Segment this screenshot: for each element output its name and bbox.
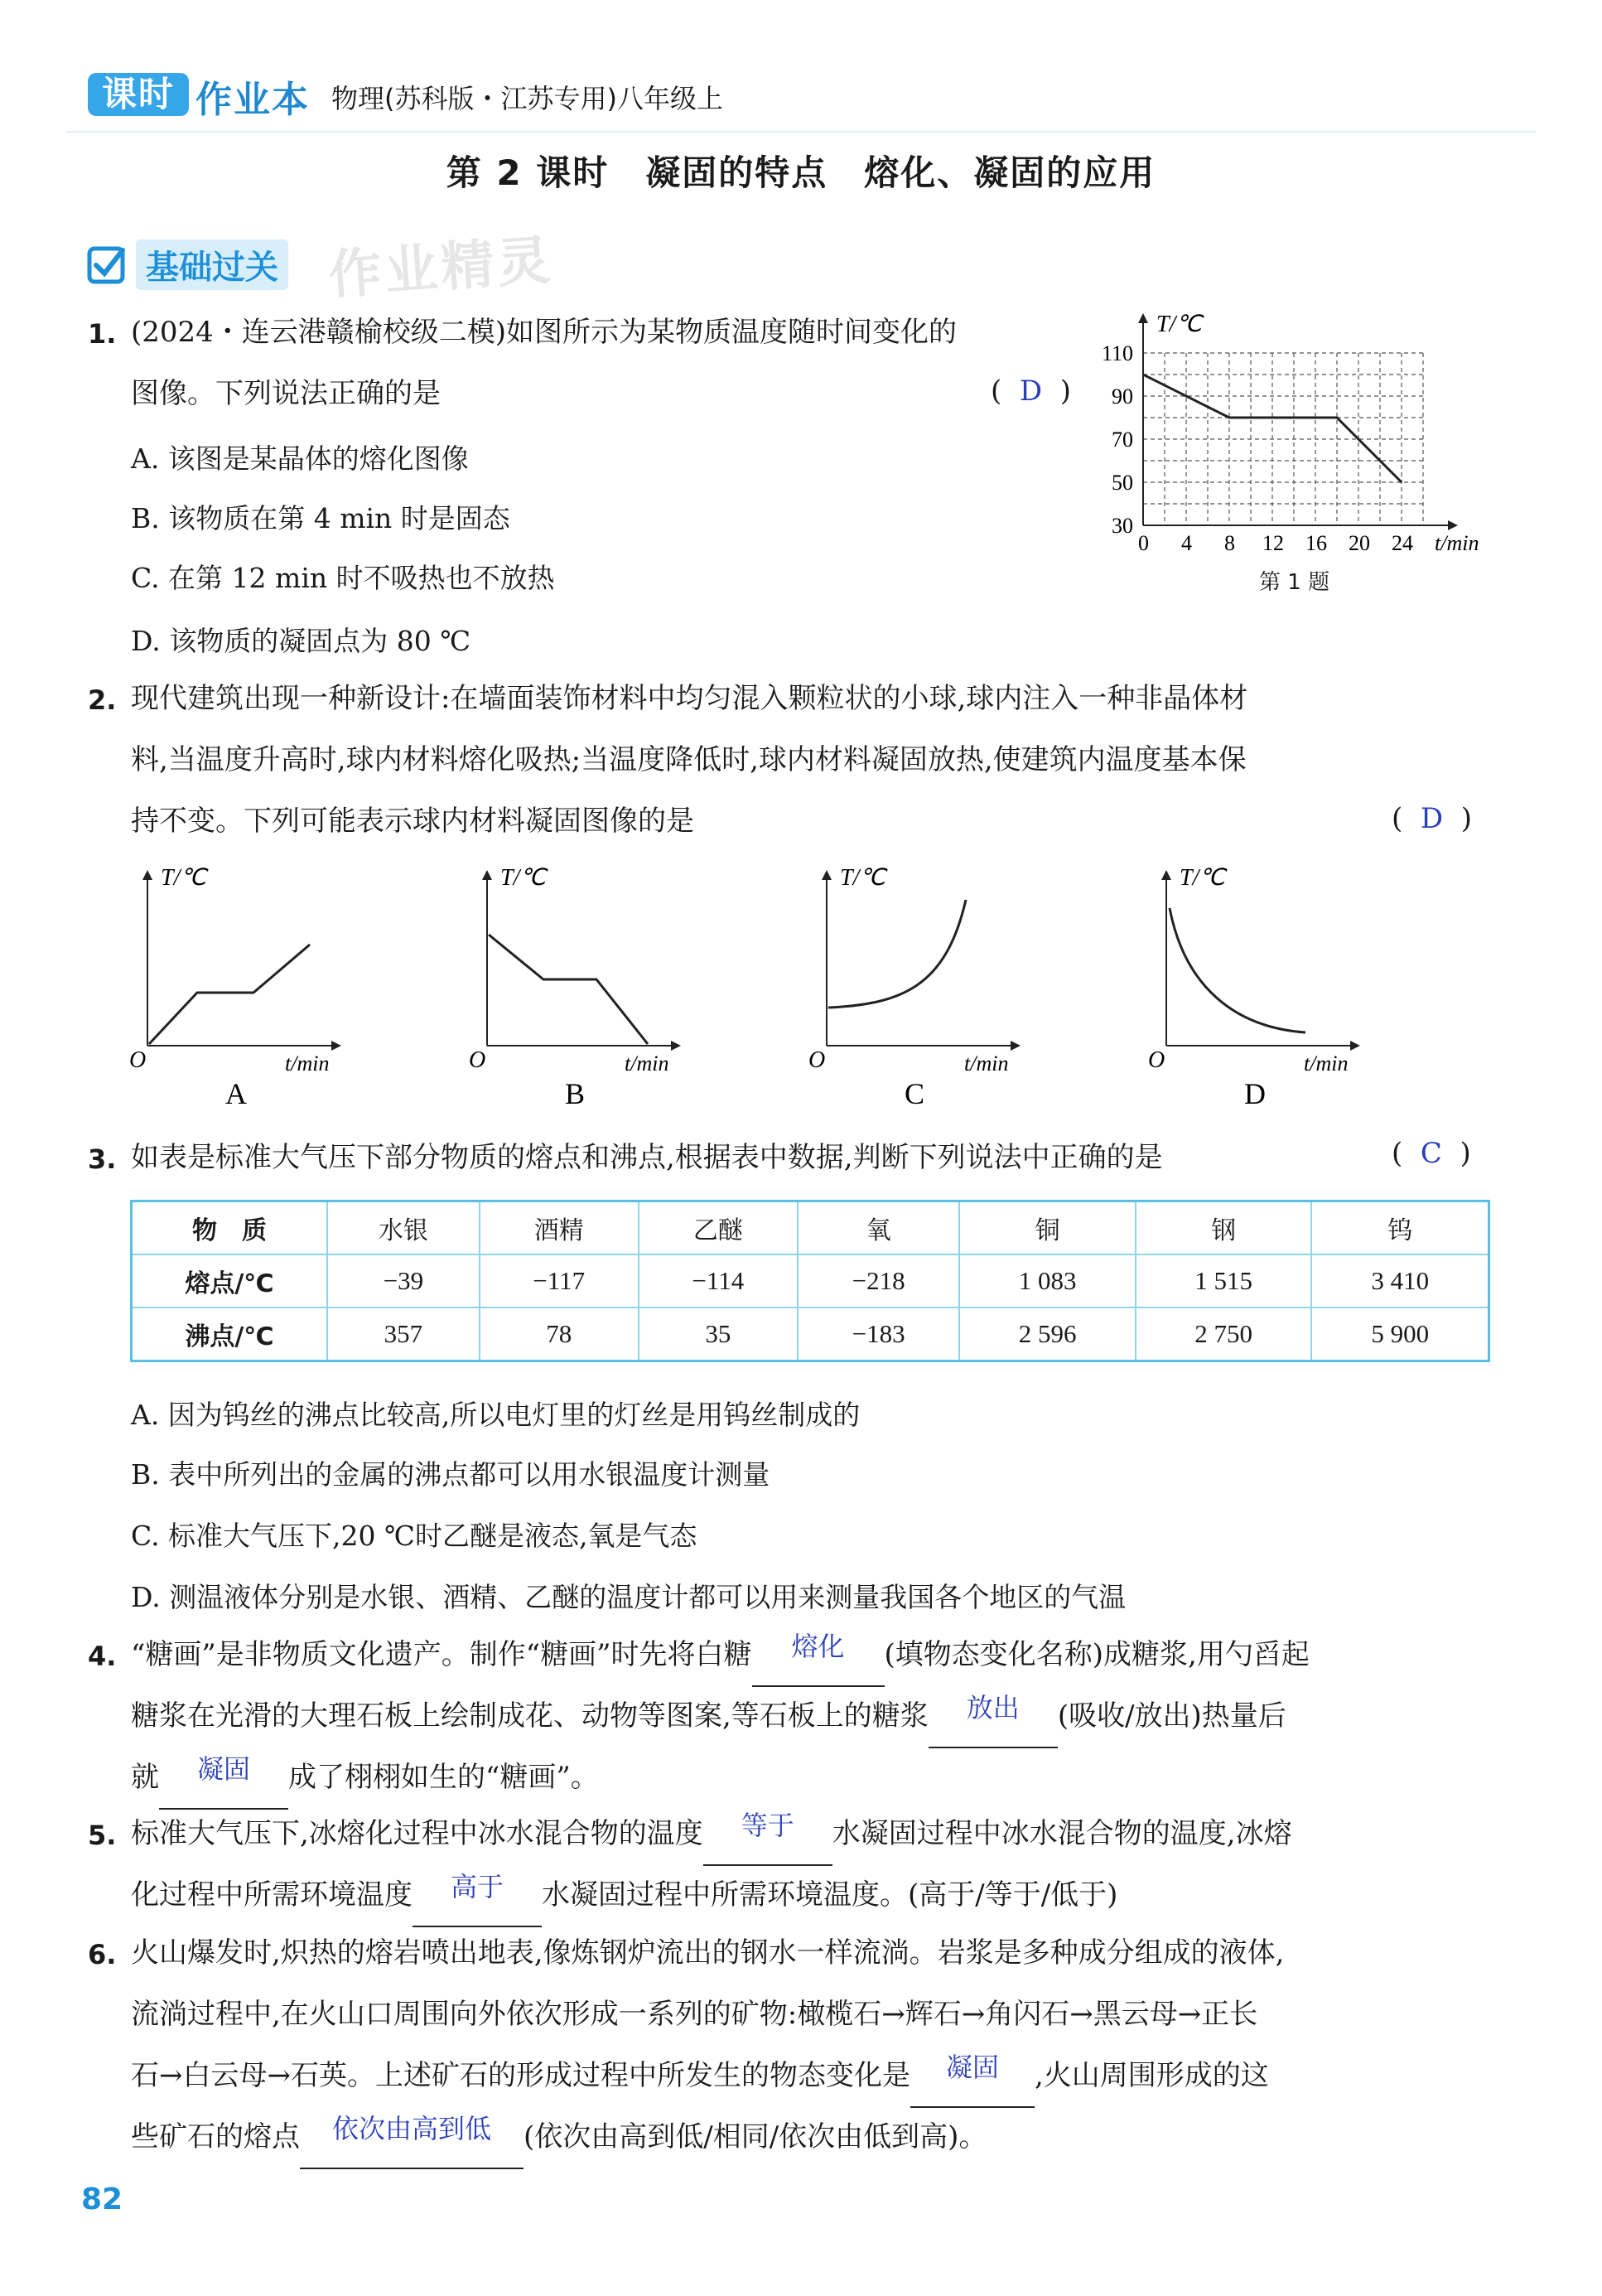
table-cell: −183 [798,1308,959,1361]
logo-suffix: 作业本 [195,79,310,121]
x-tick-label: 24 [1392,531,1413,555]
q3-number: 3. [88,1143,117,1175]
check-icon [86,244,128,285]
header-divider [66,131,1536,133]
page-number: 82 [81,2182,123,2216]
q4-blank-1[interactable]: 熔化 [752,1624,885,1687]
q6-line1: 火山爆发时,炽热的熔岩喷出地表,像炼钢炉流出的钢水一样流淌。岩浆是多种成分组成的液体, [131,1936,1285,1970]
x-tick-labels [1138,531,1413,555]
row-label: 沸点/℃ [132,1308,328,1361]
melting-boiling-point-table [130,1200,1490,1362]
y-tick-label: 110 [1102,341,1134,365]
q5-number: 5. [88,1820,117,1851]
q4-line2: 糖浆在光滑的大理石板上绘制成花、动物等图案,等石板上的糖浆 放出 (吸收/放出)热量后 [131,1685,1286,1748]
table-cell: 35 [639,1308,798,1361]
table-cell: −218 [798,1254,959,1308]
table-cell: −114 [639,1254,798,1308]
y-tick-label: 90 [1112,384,1133,408]
x-axis-arrow [1350,1041,1360,1051]
graph-label-b: B [565,1077,586,1110]
table-cell: 2 750 [1136,1308,1312,1361]
table-cell: 1 083 [959,1254,1136,1308]
y-axis-label: T/℃ [840,865,885,891]
curve [1170,908,1305,1032]
q4-blank-3[interactable]: 凝固 [159,1747,288,1810]
lesson-title: 第 2 课时 凝固的特点 熔化、凝固的应用 [446,152,1156,193]
q6-line2: 流淌过程中,在火山口周围向外依次形成一系列的矿物:橄榄石→辉石→角闪石→黑云母→正长 [131,1998,1258,2031]
x-axis-label: t/min [964,1051,1009,1075]
header-cell: 铜 [959,1201,1136,1255]
q1-option-c: C. 在第 12 min 时不吸热也不放热 [131,562,555,594]
header-cell: 钢 [1136,1201,1312,1255]
origin-label: O [469,1047,486,1073]
table-cell: 78 [480,1308,639,1361]
q4-line3: 就 凝固 成了栩栩如生的“糖画”。 [131,1747,599,1810]
q2-line2: 料,当温度升高时,球内材料熔化吸热;当温度降低时,球内材料凝固放热,使建筑内温度基本保 [131,743,1247,776]
q1-temperature-chart [1093,308,1508,557]
table-cell: −117 [480,1254,639,1308]
q5-line2: 化过程中所需环境温度 高于 水凝固过程中所需环境温度。(高于/等于/低于) [131,1864,1117,1927]
q5-blank-2[interactable]: 高于 [413,1864,542,1927]
x-tick-label: 0 [1138,531,1149,555]
section-badge [86,240,288,288]
graph-label-a: A [225,1077,247,1110]
header-cell: 乙醚 [639,1201,798,1255]
q1-answer: D [1019,375,1043,408]
y-axis-label: T/℃ [1180,865,1225,891]
q1-line1: (2024・连云港赣榆校级二模)如图所示为某物质温度随时间变化的 [131,316,958,349]
q2-line1: 现代建筑出现一种新设计:在墙面装饰材料中均匀混入颗粒状的小球,球内注入一种非晶体材 [131,682,1248,715]
q3-text: 如表是标准大气压下部分物质的熔点和沸点,根据表中数据,判断下列说法中正确的是 [131,1141,1163,1174]
x-tick-label: 4 [1181,531,1192,555]
logo: 课时 [88,73,189,116]
y-axis-arrow [822,870,832,880]
q3-option-c: C. 标准大气压下,20 ℃时乙醚是液态,氧是气态 [131,1520,697,1552]
q2-number: 2. [88,684,117,716]
y-axis-label: T/℃ [1156,312,1202,337]
curve [489,935,648,1044]
table-cell: 1 515 [1136,1254,1312,1308]
origin-label: O [129,1047,147,1073]
q2-graph-options [124,862,1566,1119]
q4-line1: “糖画”是非物质文化遗产。制作“糖画”时先将白糖 熔化 (填物态变化名称)成糖浆,用勺舀起 [131,1624,1310,1687]
q1-line2: 图像。下列说法正确的是 [131,377,441,410]
x-axis-label: t/min [625,1051,669,1075]
origin-label: O [1148,1047,1165,1073]
q1-number: 1. [88,318,117,350]
q2-graph-a [129,865,341,1110]
watermark: 作业精灵 [326,230,556,307]
x-axis-label: t/min [1435,531,1479,555]
header-cell: 氧 [798,1201,959,1255]
q5-blank-1[interactable]: 等于 [703,1803,832,1866]
q2-answer-bracket: ( D ) [1392,802,1473,835]
q4-blank-2[interactable]: 放出 [929,1685,1058,1748]
q1-option-d: D. 该物质的凝固点为 80 ℃ [131,625,471,657]
graph-label-d: D [1244,1077,1266,1110]
q2-answer: D [1420,802,1444,835]
table-cell: 5 900 [1311,1308,1489,1361]
y-axis-arrow [482,870,492,880]
table-row [132,1308,1489,1361]
table-cell: 2 596 [959,1308,1136,1361]
graph-label-c: C [905,1077,925,1110]
q2-graph-d [1148,865,1360,1110]
table-header-row [132,1201,1489,1255]
y-axis-label: T/℃ [500,865,546,891]
table-row [132,1254,1489,1308]
y-tick-label: 70 [1112,428,1133,452]
header-cell: 钨 [1311,1201,1489,1255]
curve [828,900,966,1008]
q6-line3: 石→白云母→石英。上述矿石的形成过程中所发生的物态变化是 凝固 ,火山周围形成的这 [131,2045,1269,2108]
y-axis-label: T/℃ [161,865,206,891]
row-label: 熔点/℃ [132,1254,328,1308]
q1-answer-bracket: ( D ) [991,375,1072,408]
q3-option-a: A. 因为钨丝的沸点比较高,所以电灯里的灯丝是用钨丝制成的 [131,1399,861,1431]
x-tick-label: 20 [1349,531,1370,555]
y-axis-arrow [142,870,152,880]
q2-graph-b [469,865,681,1110]
q3-option-b: B. 表中所列出的金属的沸点都可以用水银温度计测量 [131,1458,770,1491]
x-axis-arrow [671,1041,681,1051]
x-tick-label: 16 [1305,531,1327,555]
q1-figure-caption: 第 1 题 [1259,570,1330,595]
q6-blank-1[interactable]: 凝固 [910,2045,1035,2108]
header-cell: 水银 [327,1201,480,1255]
y-axis-arrow [1161,870,1171,880]
q1-option-b: B. 该物质在第 4 min 时是固态 [131,502,510,534]
x-tick-label: 12 [1262,531,1284,555]
q6-line4: 些矿石的熔点 依次由高到低 (依次由高到低/相同/依次由低到高)。 [131,2106,987,2169]
x-axis-label: t/min [285,1051,330,1075]
table-cell: −39 [327,1254,480,1308]
x-axis-arrow [331,1041,341,1051]
x-tick-label: 8 [1224,531,1235,555]
q3-option-d: D. 测温液体分别是水银、酒精、乙醚的温度计都可以用来测量我国各个地区的气温 [131,1581,1127,1613]
chart-grid [1143,353,1423,525]
section-label: 基础过关 [136,239,288,290]
q2-graph-c [808,865,1021,1110]
y-axis-arrow [1138,313,1148,323]
x-axis-label: t/min [1304,1051,1349,1075]
x-axis-arrow [1448,520,1458,530]
q1-option-a: A. 该图是某晶体的熔化图像 [131,442,469,475]
q5-line1: 标准大气压下,冰熔化过程中冰水混合物的温度 等于 水凝固过程中冰水混合物的温度,冰熔 [131,1803,1292,1866]
table-cell: 357 [327,1308,480,1361]
q6-blank-2[interactable]: 依次由高到低 [300,2106,524,2169]
origin-label: O [808,1047,826,1073]
curve [149,945,310,1044]
q4-number: 4. [88,1641,117,1672]
q3-answer: C [1420,1137,1442,1170]
y-tick-label: 30 [1112,514,1133,538]
q3-answer-bracket: ( C ) [1392,1137,1471,1170]
header-cell: 物 质 [132,1201,328,1255]
table-cell: 3 410 [1311,1254,1489,1308]
header-cell: 酒精 [480,1201,639,1255]
book-subtitle: 物理(苏科版・江苏专用)八年级上 [331,83,723,114]
y-tick-label: 50 [1112,471,1133,495]
q6-number: 6. [88,1939,117,1970]
y-tick-labels [1102,341,1133,538]
q2-line3: 持不变。下列可能表示球内材料凝固图像的是 [131,805,694,838]
x-axis-arrow [1011,1041,1021,1051]
